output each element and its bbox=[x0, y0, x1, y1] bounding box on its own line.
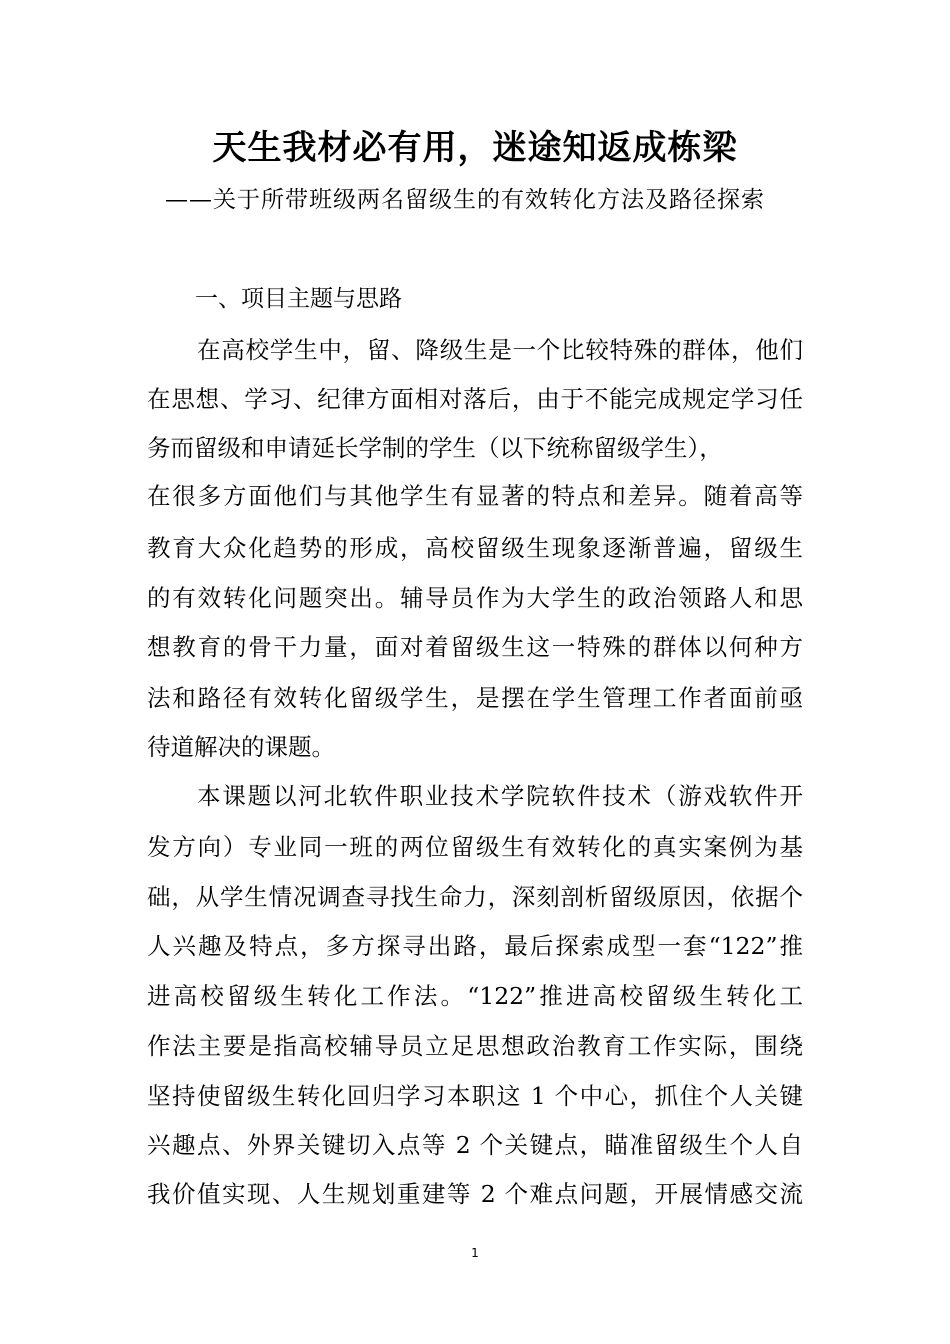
paragraph-line: 待道解决的课题。 bbox=[147, 733, 335, 761]
page-number: 1 bbox=[471, 1246, 479, 1260]
paragraph-line: 发方向）专业同一班的两位留级生有效转化的真实案例为基 bbox=[147, 833, 803, 861]
paragraph-line: 在高校学生中，留、降级生是一个比较特殊的群体，他们 bbox=[197, 336, 803, 364]
paragraph-line: 想教育的骨干力量，面对着留级生这一特殊的群体以何种方 bbox=[147, 633, 803, 661]
paragraph-line: 的有效转化问题突出。辅导员作为大学生的政治领路人和思 bbox=[147, 584, 803, 612]
paragraph-line: 务而留级和申请延长学制的学生（以下统称留级学生）， bbox=[147, 434, 723, 462]
document-subtitle: ——关于所带班级两名留级生的有效转化方法及路径探索 bbox=[165, 187, 765, 213]
paragraph-line: 坚持使留级生转化回归学习本职这 1 个中心，抓住个人关键 bbox=[147, 1082, 803, 1110]
paragraph-line: 法和路径有效转化留级学生，是摆在学生管理工作者面前亟 bbox=[147, 684, 803, 712]
paragraph-line: 在思想、学习、纪律方面相对落后，由于不能完成规定学习任 bbox=[147, 385, 803, 413]
paragraph-line: 在很多方面他们与其他学生有显著的特点和差异。随着高等 bbox=[147, 482, 803, 510]
paragraph-line: 本课题以河北软件职业技术学院软件技术（游戏软件开 bbox=[197, 782, 803, 810]
document-title: 天生我材必有用，迷途知返成栋梁 bbox=[212, 128, 738, 168]
paragraph-line: 进高校留级生转化工作法。“122”推进高校留级生转化工 bbox=[147, 982, 803, 1010]
section-heading: 一、项目主题与思路 bbox=[195, 286, 402, 312]
paragraph-line: 我价值实现、人生规划重建等 2 个难点问题，开展情感交流 bbox=[147, 1180, 803, 1208]
paragraph-line: 教育大众化趋势的形成，高校留级生现象逐渐普遍，留级生 bbox=[147, 534, 803, 562]
paragraph-line: 兴趣点、外界关键切入点等 2 个关键点，瞄准留级生个人自 bbox=[147, 1131, 803, 1159]
paragraph-line: 人兴趣及特点，多方探寻出路，最后探索成型一套“122”推 bbox=[147, 932, 803, 960]
paragraph-line: 作法主要是指高校辅导员立足思想政治教育工作实际，围绕 bbox=[147, 1032, 803, 1060]
paragraph-line: 础，从学生情况调查寻找生命力，深刻剖析留级原因，依据个 bbox=[147, 883, 803, 911]
